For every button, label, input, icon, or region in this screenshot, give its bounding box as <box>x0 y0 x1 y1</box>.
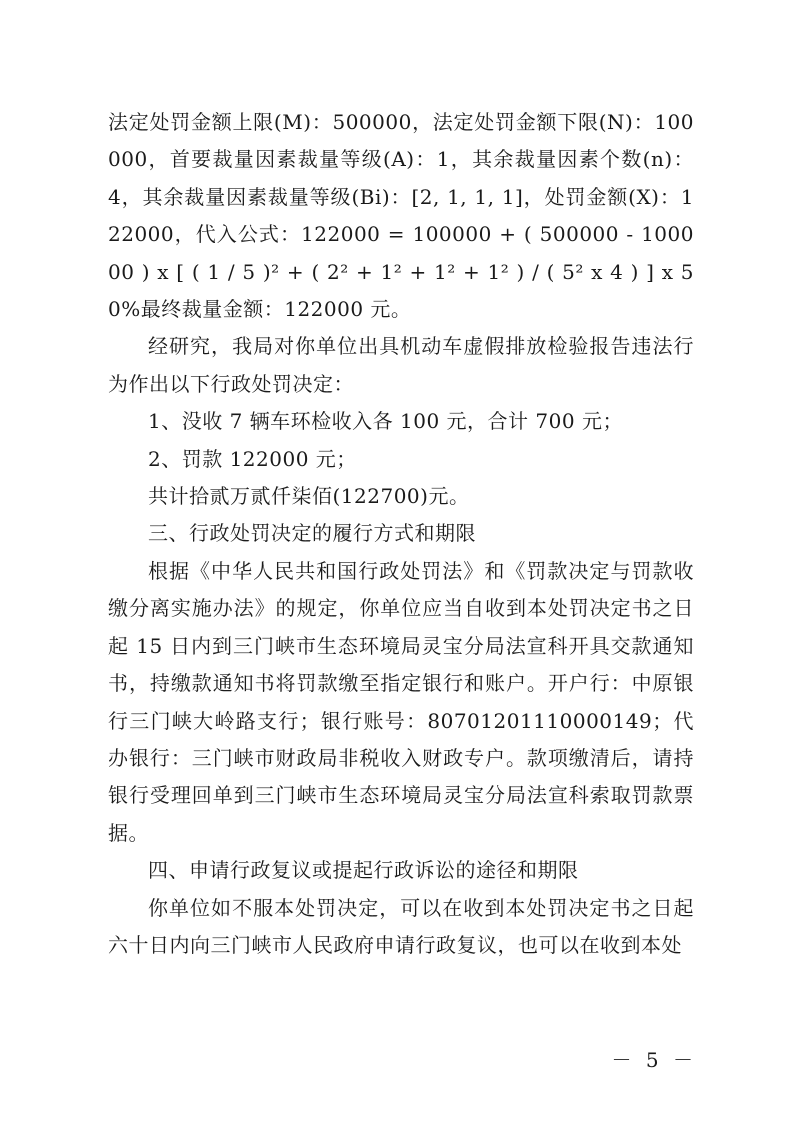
payment-instructions-paragraph: 根据《中华人民共和国行政处罚法》和《罚款决定与罚款收缴分离实施办法》的规定，你单位应当自收到本处罚决定书之日起 15 日内到三门峡市生态环境局灵宝分局法宣科开具交款通知书，持缴款通知书将罚款缴至指定银行和账户。开户行：中原银行三门峡大岭路支行；银行账号：80701201110000149；代办银行：三门峡市财政局非税收入财政专户。款项缴清后，请持银行受理回单到三门峡市生态环境局灵宝分局法宣科索取罚款票据。 <box>108 558 694 845</box>
page-number: － 5 － <box>611 1048 697 1072</box>
document-body <box>108 104 694 964</box>
calculation-paragraph: 法定处罚金额上限(M)：500000，法定处罚金额下限(N)：100000，首要裁量因素裁量等级(A)：1，其余裁量因素个数(n)：4，其余裁量因素裁量等级(Bi)：[2, 1, 1, 1]，处罚金额(X)：122000，代入公式：122000 = 100000 + ( 500000 - 100000 ) x [ ( 1 / 5 )² + ( 2² + 1² + 1² + 1² ) / ( 5² x 4 ) ] x 50%最终裁量金额：122000 元。 <box>108 110 694 322</box>
penalty-item-confiscation: 1、没收 7 辆车环检收入各 100 元，合计 700 元； <box>148 409 623 434</box>
penalty-item-fine: 2、罚款 122000 元； <box>148 446 357 471</box>
section-heading-payment: 三、行政处罚决定的履行方式和期限 <box>148 521 476 546</box>
penalty-total: 共计拾贰万贰仟柒佰(122700)元。 <box>148 484 470 509</box>
section-heading-appeal: 四、申请行政复议或提起行政诉讼的途径和期限 <box>148 858 579 883</box>
appeal-paragraph: 你单位如不服本处罚决定，可以在收到本处罚决定书之日起六十日内向三门峡市人民政府申请行政复议，也可以在收到本处 <box>108 895 694 957</box>
decision-intro-paragraph: 经研究，我局对你单位出具机动车虚假排放检验报告违法行为作出以下行政处罚决定： <box>108 334 694 396</box>
